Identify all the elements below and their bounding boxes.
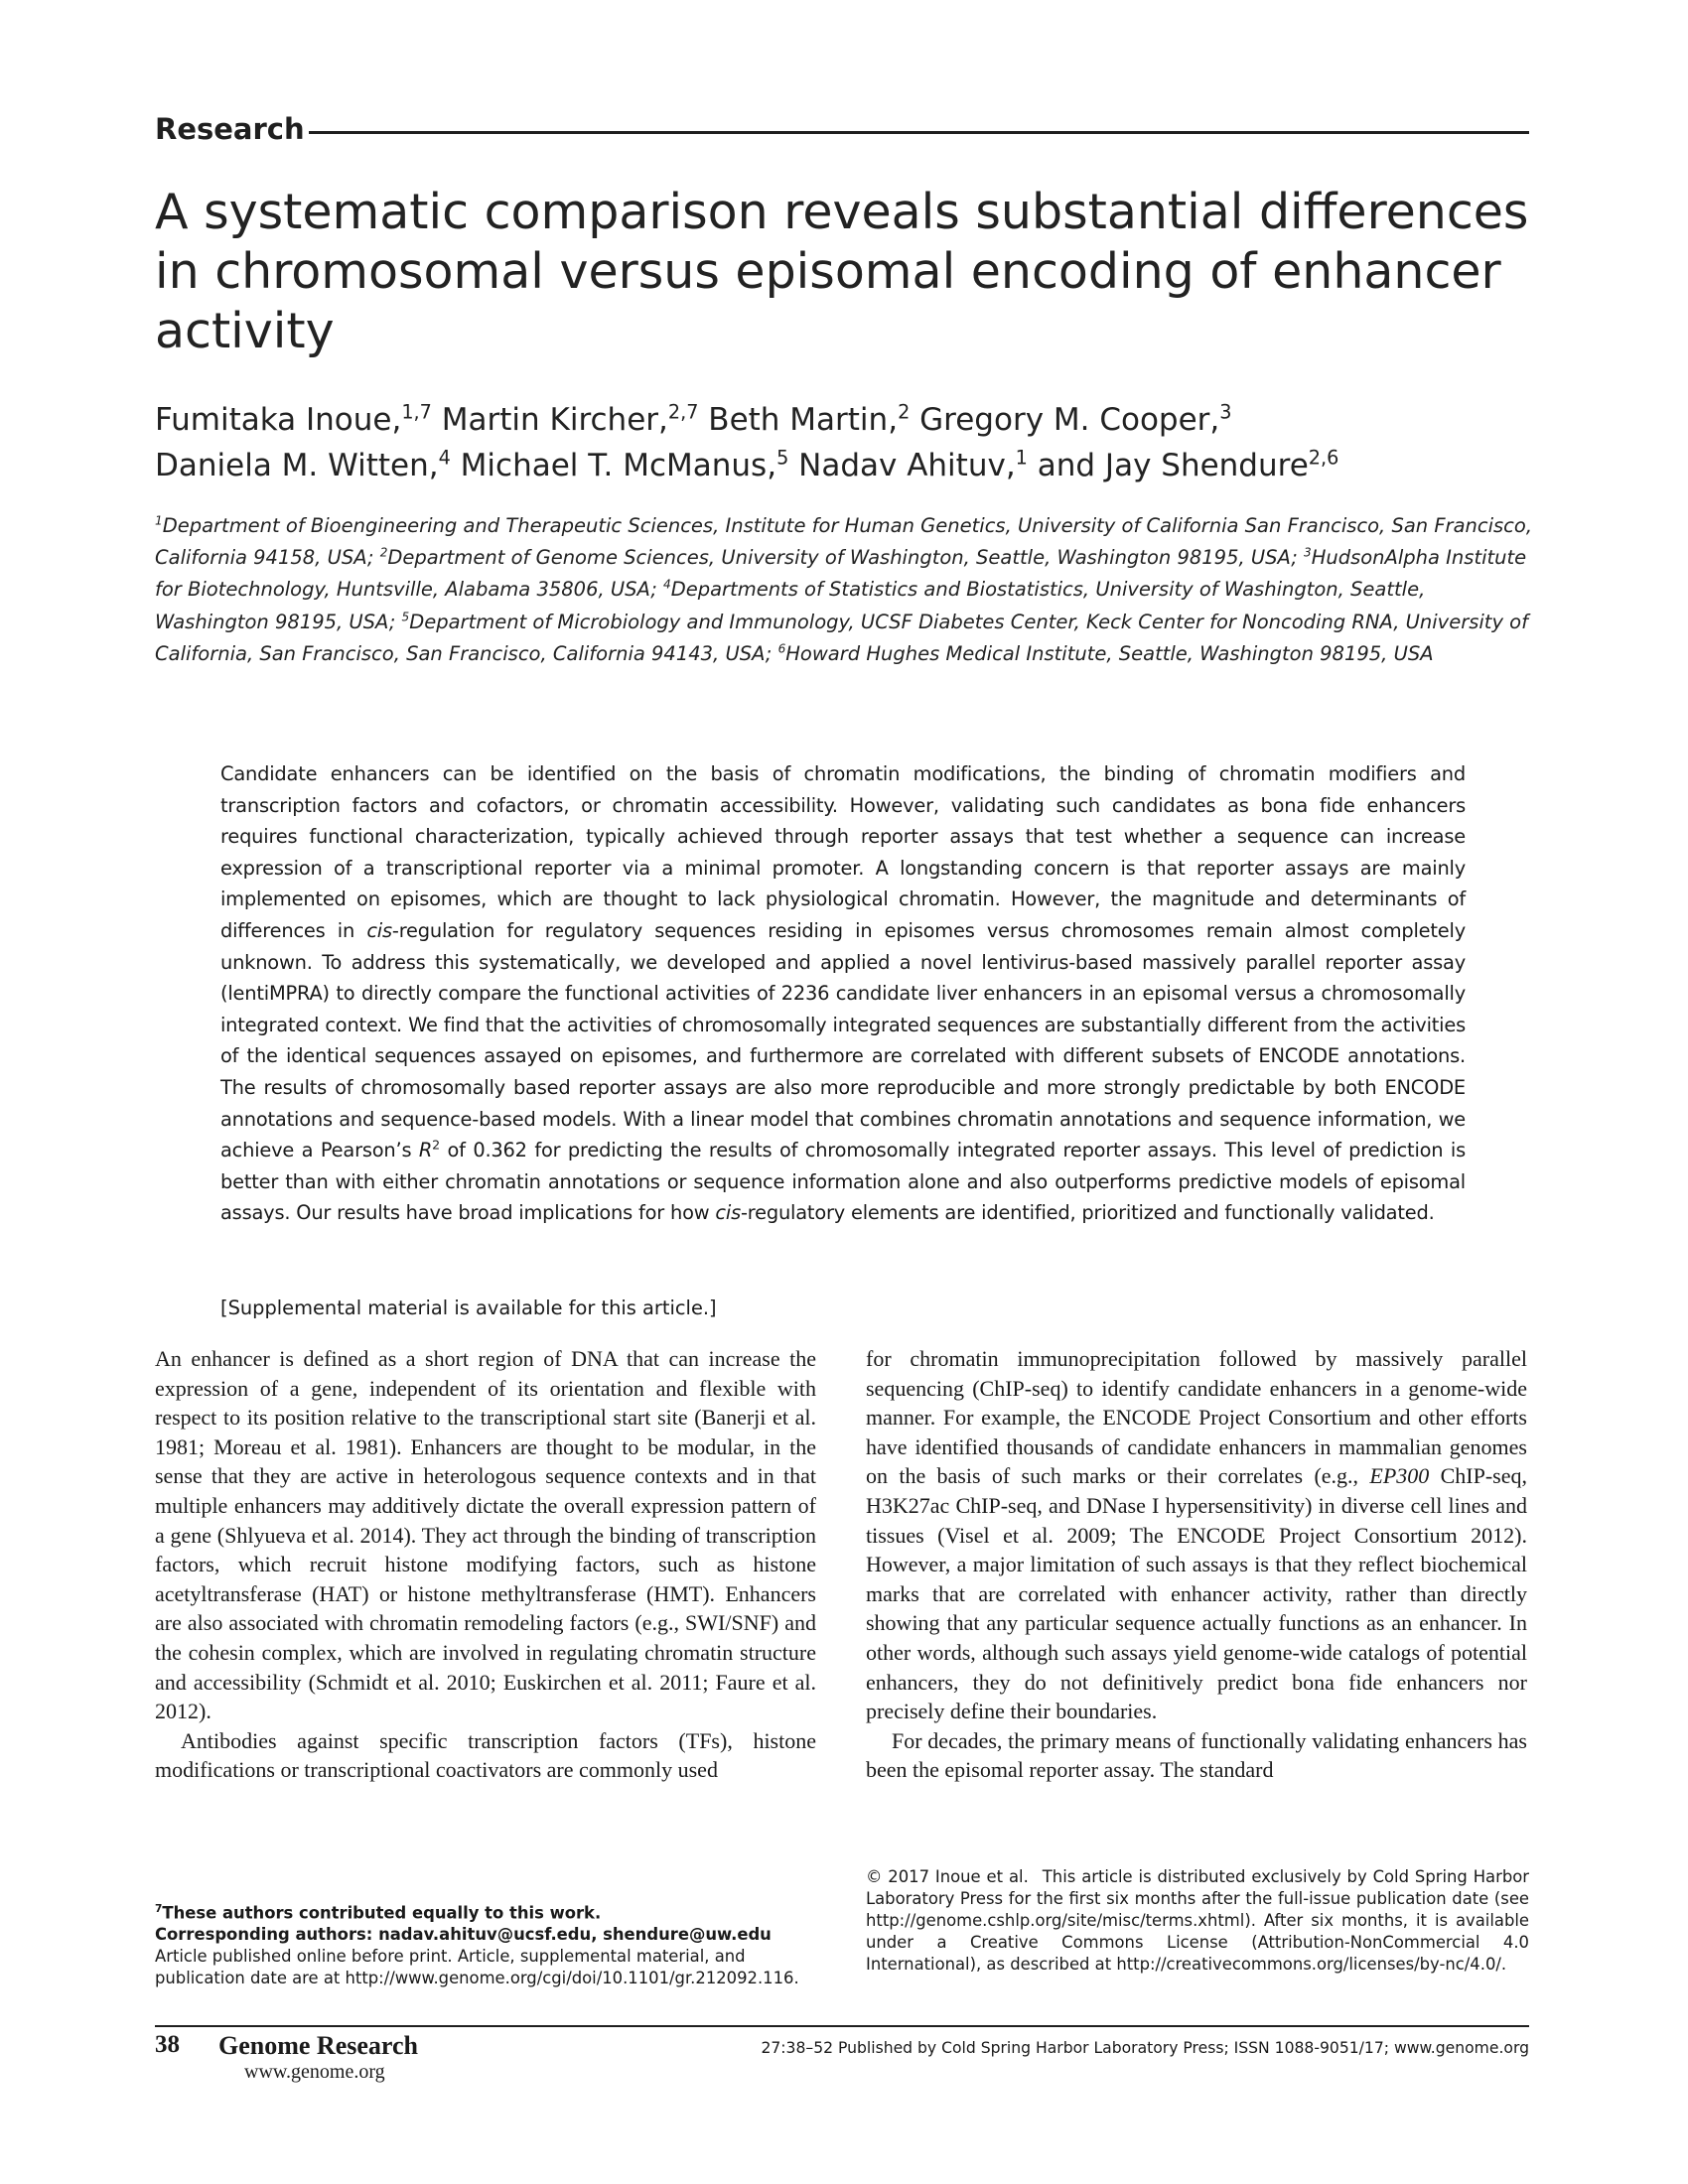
article-title: A systematic comparison reveals substantial differences in chromosomal versus episomal encoding of enhancer activity — [155, 184, 1529, 359]
affiliation: Department of Genome Sciences, University of Washington, Seattle, Washington 98195, USA; — [387, 546, 1298, 570]
equal-contribution-note: $^7$These authors contributed equally to this work. — [155, 1902, 602, 1923]
affiliations: $^1$Department of Bioengineering and Therapeutic Sciences, Institute for Human Genetics, University of California San Francisco, San Francisco, California 94158, USA; $^2$Department of Genome Sciences, University of Washington, Seattle, Washington 98195, USA; $^3$HudsonAlpha Institute for Biotechnology, Huntsville, Alabama 35806, USA; $^4$Departments of Statistics and Biostatistics, University of Washington, Seattle, Washington 98195, USA; $^5$Department of Microbiology and Immunology, UCSF Diabetes Center, Keck Center for Noncoding RNA, University of California, San Francisco, San Francisco, California 94143, USA; $^6$Howard Hughes Medical Institute, Seattle, Washington 98195, USA — [155, 513, 1533, 665]
author: Beth Martin,$^2$ — [708, 400, 911, 438]
affiliation: Department of Bioengineering and Therapeutic Sciences, Institute for Human Genetics, University of California San Francisco, San Francisco, California 94158, USA; — [155, 514, 1533, 570]
body-paragraph: An enhancer is defined as a short region of DNA that can increase the expression of a gene, independent of its orientation and flexible with respect to its position relative to the transcriptional start site (Banerji et al. 1981; Moreau et al. 1981). Enhancers are thought to be modular, in the sense that they are active in heterologous sequence contexts and in that multiple enhancers may additively dictate the overall expression pattern of a gene (Shlyueva et al. 2014). They act through the binding of transcription factors, which recruit histone modifying factors, such as histone acetyltransferase (HAT) or histone methyltransferase (HMT). Enhancers are also associated with chromatin remodeling factors (e.g., SWI/SNF) and the cohesin complex, which are involved in regulating chromatin structure and accessibility (Schmidt et al. 2010; Euskirchen et al. 2011; Faure et al. 2012). — [155, 1346, 816, 1724]
article-info: Article published online before print. Article, supplemental material, and publication date are at http://www.genome.org/cgi/doi/10.1101/gr.212092.116. — [155, 1947, 799, 1988]
author: Martin Kircher,$^{2,7}$ — [441, 400, 699, 438]
copyright-license — [866, 1866, 1529, 1976]
author: Michael T. McManus,$^5$ — [460, 446, 789, 483]
footer-rule — [155, 2025, 1529, 2027]
author: Fumitaka Inoue,$^{1,7}$ — [155, 400, 432, 438]
affiliation: Department of Microbiology and Immunology, UCSF Diabetes Center, Keck Center for Noncoding RNA, University of California, San Francisco, San Francisco, California 94143, USA; — [155, 610, 1528, 665]
journal-url[interactable]: www.genome.org — [244, 2061, 385, 2083]
supplemental-note: [Supplemental material is available for this article.] — [220, 1297, 717, 1319]
journal-name: Genome Research — [218, 2031, 418, 2060]
body-paragraph: For decades, the primary means of functionally validating enhancers has been the episomal reporter assay. The standard — [866, 1727, 1527, 1783]
page-number: 38 — [155, 2031, 180, 2058]
affiliation: Howard Hughes Medical Institute, Seattle, Washington 98195, USA — [785, 641, 1434, 665]
header-rule — [309, 131, 1529, 134]
author: and Jay Shendure$^{2,6}$ — [1037, 446, 1339, 483]
abstract: Candidate enhancers can be identified on the basis of chromatin modifications, the binding of chromatin modifiers and transcription factors and cofactors, or chromatin accessibility. However, validating such candidates as bona fide enhancers requires functional characterization, typically achieved through reporter assays that test whether a sequence can increase expression of a transcriptional reporter via a minimal promoter. A longstanding concern is that reporter assays are mainly implemented on episomes, which are thought to lack physiological chromatin. However, the magnitude and determinants of differences in cis-regulation for regulatory sequences residing in episomes versus chromosomes remain almost completely unknown. To address this systematically, we developed and applied a novel lentivirus-based massively parallel reporter assay (lentiMPRA) to directly compare the functional activities of 2236 candidate liver enhancers in an episomal versus a chromosomally integrated context. We find that the activities of chromosomally integrated sequences are substantially different from the activities of the identical sequences assayed on episomes, and furthermore are correlated with different subsets of ENCODE annotations. The results of chromosomally based reporter assays are also more reproducible and more strongly predictable by both ENCODE annotations and sequence-based models. With a linear model that combines chromatin annotations and sequence information, we achieve a Pearson’s $R^2$ of 0.362 for predicting the results of chromosomally integrated reporter assays. This level of prediction is better than with either chromatin annotations or sequence information alone and also outperforms predictive models of episomal assays. Our results have broad implications for how cis-regulatory elements are identified, prioritized and functionally validated. — [220, 762, 1467, 1225]
body-paragraph: Antibodies against specific transcription factors (TFs), histone modifications or transcriptional coactivators are commonly used — [155, 1727, 816, 1783]
affiliation: Departments of Statistics and Biostatistics, University of Washington, Seattle, Washington 98195, USA; — [155, 578, 1426, 633]
body-paragraph: for chromatin immunoprecipitation followed by massively parallel sequencing (ChIP-seq) to identify candidate enhancers in a genome-wide manner. For example, the ENCODE Project Consortium and other efforts have identified thousands of candidate enhancers in mammalian genomes on the basis of such marks or their correlates (e.g., EP300 ChIP-seq, H3K27ac ChIP-seq, and DNase I hypersensitivity) in diverse cell lines and tissues (Visel et al. 2009; The ENCODE Project Consortium 2012). However, a major limitation of such assays is that they reflect biochemical marks that are correlated with enhancer activity, rather than directly showing that any particular sequence actually functions as an enhancer. In other words, although such assays yield genome-wide catalogs of potential enhancers, they do not definitively predict bona fide enhancers nor precisely define their boundaries. — [866, 1346, 1528, 1724]
license-text: This article is distributed exclusively by Cold Spring Harbor Laboratory Press for the first six months after the full-issue publication date (see http://genome.cshlp.org/site/misc/terms.xhtml). After six months, it is available under a Creative Commons License (Attribution-NonCommercial 4.0 International), as described at http://creativecommons.org/licenses/by-nc/4.0/. — [866, 1867, 1529, 1974]
author-list — [155, 397, 1545, 488]
corresponding-authors: Corresponding authors: nadav.ahituv@ucsf.edu, shendure@uw.edu — [155, 1925, 772, 1945]
copyright: © 2017 Inoue et al. — [866, 1867, 1029, 1886]
body-column-right — [866, 1344, 1527, 1785]
citation-line: 27:38–52 Published by Cold Spring Harbor Laboratory Press; ISSN 1088-9051/17; www.genome.org — [761, 2039, 1529, 2057]
author: Nadav Ahituv,$^1$ — [798, 446, 1028, 483]
corresponding-emails[interactable]: nadav.ahituv@ucsf.edu, shendure@uw.edu — [378, 1925, 772, 1945]
author-footnotes — [155, 1898, 816, 1989]
affiliation: HudsonAlpha Institute for Biotechnology, Huntsville, Alabama 35806, USA; — [155, 546, 1527, 602]
body-column-left — [155, 1344, 816, 1785]
author: Gregory M. Cooper,$^3$ — [919, 400, 1232, 438]
section-label-text: Research — [155, 112, 305, 146]
section-label — [155, 107, 1529, 151]
author: Daniela M. Witten,$^4$ — [155, 446, 451, 483]
